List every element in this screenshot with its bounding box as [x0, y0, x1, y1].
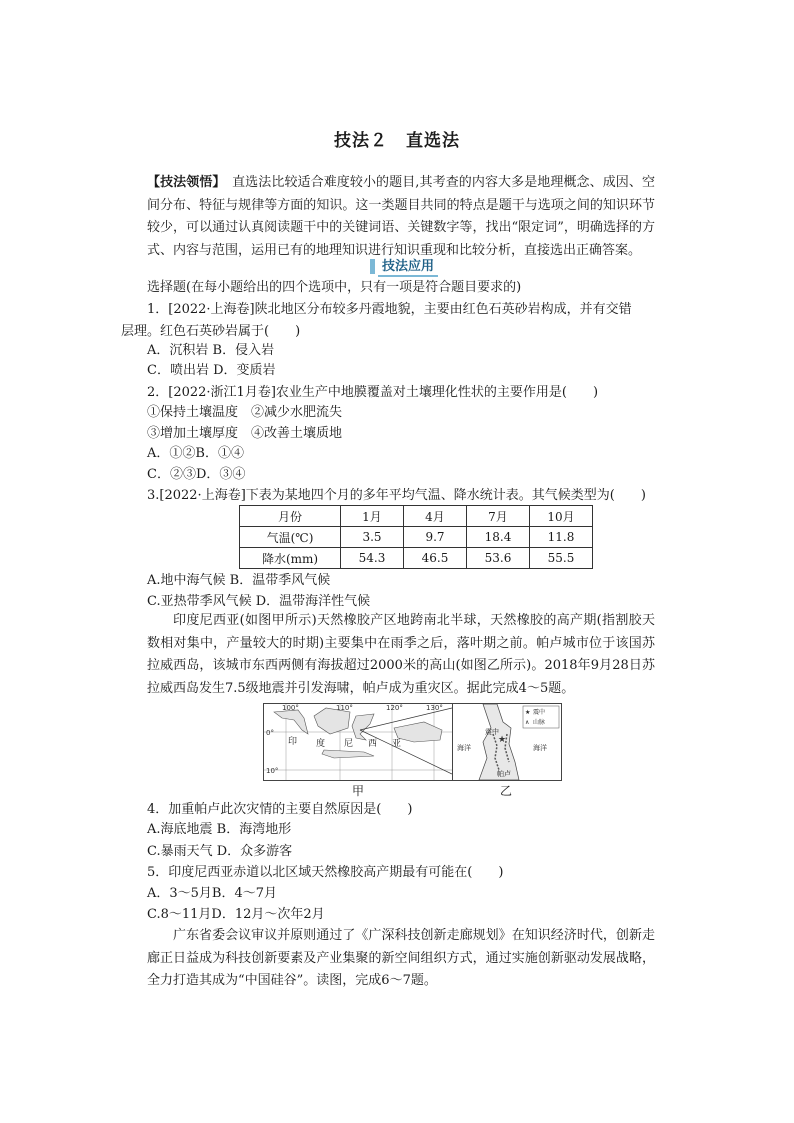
legend-star-icon: ★ — [525, 709, 531, 716]
table-row — [240, 548, 593, 569]
q1-stem-line2: 层理。红色石英砂岩属于( ) — [121, 324, 301, 339]
banner-bar-icon — [370, 259, 375, 274]
map-yi — [452, 703, 562, 781]
intro-tag: 【技法领悟】 — [147, 175, 220, 190]
table-cell: 11.8 — [530, 527, 593, 548]
table-cell: 气温(℃) — [240, 527, 341, 548]
map-jia-caption: 甲 — [352, 784, 365, 798]
section-banner — [370, 256, 438, 276]
q3-options-ab: A.地中海气候 B．温带季风气候 — [147, 573, 331, 588]
table-cell: 54.3 — [341, 548, 404, 569]
map-jia-char: 西 — [368, 739, 378, 749]
map-jia-lon-110: 110° — [336, 704, 353, 712]
table-cell: 9.7 — [404, 527, 467, 548]
passage-4-5: 印度尼西亚(如图甲所示)天然橡胶产区地跨南北半球，天然橡胶的高产期(指割胶天数相对集中，产量较大的时期)主要集中在雨季之后，落叶期之前。帕卢城市位于该国苏拉威西岛，该城市东西两侧有海拔超过2000米的高山(如图乙所示)。2018年9月28日苏拉威西岛发生7.5级地震并引发海啸，帕卢成为重灾区。据此完成4～5题。 — [147, 613, 655, 696]
legend-mountain-text: 山脉 — [533, 719, 546, 726]
map-jia-char: 尼 — [344, 739, 354, 749]
map-jia-lon-100: 100° — [282, 704, 299, 712]
map-jia-lat-10: 10° — [266, 767, 279, 775]
q4-options-cd: C.暴雨天气 D．众多游客 — [147, 844, 293, 859]
map-jia-lat-0: 0° — [266, 729, 274, 737]
table-row — [240, 527, 593, 548]
map-yi-epicenter-label: 震中 — [485, 728, 499, 736]
q5-stem: 5．印度尼西亚赤道以北区域天然橡胶高产期最有可能在( ) — [147, 865, 504, 880]
q2-item-line2: ③增加土壤厚度 ④改善土壤质地 — [147, 426, 343, 441]
intro-text: 直选法比较适合难度较小的题目,其考查的内容大多是地理概念、成因、空间分布、特征与规律等方面的知识。这一类题目共同的特点是题干与选项之间的知识环节较少，可以通过认真阅读题干中的关键词语、关键数字等，找出“限定词”，明确选择的方式、内容与范围，运用已有的地理知识进行知识重现和比较分析，直接选出正确答案。 — [147, 175, 655, 258]
table-cell: 10月 — [530, 506, 593, 527]
map-jia-char: 印 — [288, 737, 298, 747]
intro-paragraph — [147, 172, 655, 262]
epicenter-star-icon: ★ — [498, 735, 507, 745]
table-cell: 1月 — [341, 506, 404, 527]
map-jia-lon-120: 120° — [386, 704, 403, 712]
passage-6-7: 广东省委会议审议并原则通过了《广深科技创新走廊规划》在知识经济时代，创新走廊正日益成为科技创新要素及产业集聚的新空间组织方式，通过实施创新驱动发展战略，全力打造其成为“中国硅谷”。读图，完成6～7题。 — [147, 928, 655, 988]
q5-options-ab: A．3～5月B．4～7月 — [147, 886, 278, 901]
q2-item-line1: ①保持土壤温度 ②减少水肥流失 — [147, 405, 343, 420]
q3-stem: 3.[2022·上海卷]下表为某地四个月的多年平均气温、降水统计表。其气候类型为( ) — [147, 488, 646, 503]
map-yi-east-sea: 海洋 — [533, 744, 547, 752]
banner-label: 技法应用 — [378, 255, 438, 277]
q1-stem-line1: 1．[2022·上海卷]陕北地区分布较多丹霞地貌，主要由红色石英砂岩构成，并有交错 — [147, 302, 632, 317]
q1-options-cd: C．喷出岩 D．变质岩 — [147, 363, 276, 378]
q1-options-ab: A．沉积岩 B．侵入岩 — [147, 343, 275, 358]
map-yi-west-sea: 海洋 — [457, 744, 471, 752]
table-cell: 18.4 — [467, 527, 530, 548]
section-title: 选择题(在每小题给出的四个选项中，只有一项是符合题目要求的) — [147, 280, 522, 295]
table-cell: 53.6 — [467, 548, 530, 569]
table-cell: 46.5 — [404, 548, 467, 569]
q4-stem: 4．加重帕卢此次灾情的主要自然原因是( ) — [147, 802, 413, 817]
q3-options-cd: C.亚热带季风气候 D．温带海洋性气候 — [147, 594, 371, 609]
map-yi-caption: 乙 — [500, 784, 513, 798]
legend-epicenter-text: 震中 — [533, 709, 546, 716]
table-cell: 月份 — [240, 506, 341, 527]
q2-options-ab: A．①②B．①④ — [147, 446, 244, 461]
q2-options-cd: C．②③D．③④ — [147, 467, 246, 482]
legend-mountain-icon: ∧ — [525, 719, 530, 726]
map-jia — [263, 703, 453, 781]
table-cell: 7月 — [467, 506, 530, 527]
q2-stem: 2．[2022·浙江1月卷]农业生产中地膜覆盖对土壤理化性状的主要作用是( ) — [147, 385, 599, 400]
page-title: 技法２ 直选法 — [334, 131, 460, 151]
map-yi-drawing — [453, 704, 561, 780]
climate-table — [239, 505, 593, 569]
table-cell: 3.5 — [341, 527, 404, 548]
table-cell: 55.5 — [530, 548, 593, 569]
map-jia-char: 亚 — [392, 739, 402, 749]
map-jia-lon-130: 130° — [426, 704, 443, 712]
table-header-row — [240, 506, 593, 527]
map-jia-drawing — [264, 704, 452, 780]
q4-options-ab: A.海底地震 B．海湾地形 — [147, 822, 292, 837]
table-cell: 降水(mm) — [240, 548, 341, 569]
map-jia-char: 度 — [316, 739, 326, 749]
map-yi-palu-label: 帕卢 — [497, 770, 511, 778]
q5-options-cd: C.8～11月D．12月～次年2月 — [147, 907, 325, 922]
table-cell: 4月 — [404, 506, 467, 527]
